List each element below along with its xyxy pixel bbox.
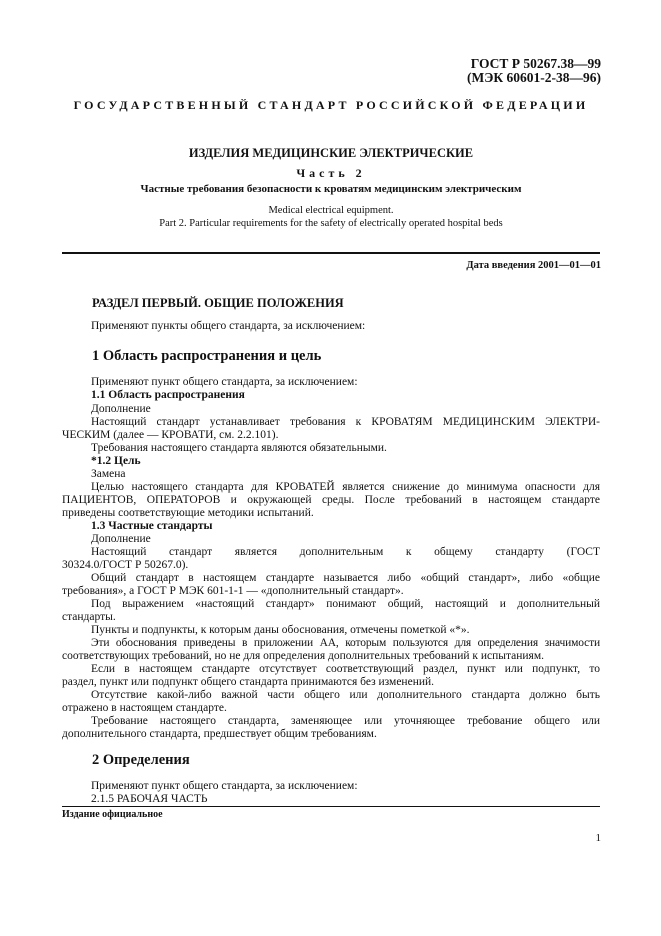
subclause-1-3-heading: 1.3 Частные стандарты <box>91 520 213 532</box>
paragraph-line: Настоящий стандарт устанавливает требования к КРОВАТЯМ МЕДИЦИНСКИМ ЭЛЕКТРИ- <box>91 416 600 428</box>
document-title: ИЗДЕЛИЯ МЕДИЦИНСКИЕ ЭЛЕКТРИЧЕСКИЕ <box>188 146 474 160</box>
subclause-1-2-kind: Замена <box>91 468 126 480</box>
part-label: Часть 2 <box>296 166 366 180</box>
header-rule <box>62 252 600 254</box>
paragraph-line: соответствующих требований, но не для определения дополнительных требований к испытаниям. <box>62 650 545 662</box>
subclause-1-2-heading: *1.2 Цель <box>91 455 141 467</box>
paragraph-line: Пункты и подпункты, к которым даны обоснования, отмечены пометкой «*». <box>91 624 470 636</box>
paragraph-line: 30324.0/ГОСТ Р 50267.0). <box>62 559 189 571</box>
paragraph-line: ПАЦИЕНТОВ, ОПЕРАТОРОВ и окружающей среды. После требований в настоящем стандарте <box>62 494 600 506</box>
clause-1-heading: 1 Область распространения и цель <box>92 348 322 364</box>
iec-number: (МЭК 60601-2-38—96) <box>466 70 601 85</box>
clause-2-item: 2.1.5 РАБОЧАЯ ЧАСТЬ <box>91 793 208 805</box>
paragraph-line: отражено в настоящем стандарте. <box>62 702 227 714</box>
page-number: 1 <box>595 832 601 844</box>
gost-number: ГОСТ Р 50267.38—99 <box>470 56 601 71</box>
paragraph-line: Отсутствие какой-либо важной части общего или дополнительного стандарта должно быть <box>91 689 600 701</box>
paragraph-line: требования», а ГОСТ Р МЭК 601-1-1 — «дополнительный стандарт». <box>62 585 404 597</box>
date-of-introduction: Дата введения 2001—01—01 <box>466 260 601 271</box>
english-title-line2: Part 2. Particular requirements for the safety of electrically operated hospital beds <box>159 218 503 229</box>
edition-label: Издание официальное <box>62 809 163 820</box>
subclause-1-3-kind: Дополнение <box>91 533 151 545</box>
paragraph-line: дополнительного стандарта, предшествует общим требованиям. <box>62 728 377 740</box>
paragraph-line: раздел, пункт или подпункт общего стандарта принимаются без изменений. <box>62 676 435 688</box>
paragraph-line: Под выражением «настоящий стандарт» понимают общий, настоящий и дополнительный <box>91 598 600 610</box>
clause-1-intro: Применяют пункт общего стандарта, за исключением: <box>91 376 358 388</box>
subclause-1-1-heading: 1.1 Область распространения <box>91 389 245 401</box>
paragraph-line: Эти обоснования приведены в приложении АА, которым пользуются для определения значимости <box>91 637 600 649</box>
paragraph-line: приведены соответствующие методики испытаний. <box>62 507 314 519</box>
subclause-1-1-kind: Дополнение <box>91 403 151 415</box>
english-title-line1: Medical electrical equipment. <box>268 205 394 216</box>
paragraph-line: стандарты. <box>62 611 116 623</box>
section-heading: РАЗДЕЛ ПЕРВЫЙ. ОБЩИЕ ПОЛОЖЕНИЯ <box>92 296 344 310</box>
clause-2-heading: 2 Определения <box>92 752 190 768</box>
paragraph-line: Требование настоящего стандарта, заменяющее или уточняющее требование общего или <box>91 715 600 727</box>
paragraph-line: Требования настоящего стандарта являются обязательными. <box>91 442 387 454</box>
paragraph-line: Если в настоящем стандарте отсутствует соответствующий раздел, пункт или подпункт, то <box>91 663 600 675</box>
footer-rule <box>62 806 600 807</box>
document-subtitle: Частные требования безопасности к кроватям медицинским электрическим <box>140 183 522 195</box>
state-standard-banner: ГОСУДАРСТВЕННЫЙ СТАНДАРТ РОССИЙСКОЙ ФЕДЕРАЦИИ <box>73 98 589 112</box>
paragraph-line: Настоящий стандарт является дополнительным к общему стандарту (ГОСТ <box>91 546 600 558</box>
clause-2-intro: Применяют пункт общего стандарта, за исключением: <box>91 780 358 792</box>
paragraph-line: Целью настоящего стандарта для КРОВАТЕЙ является снижение до минимума опасности для <box>91 481 600 493</box>
paragraph-line: Общий стандарт в настоящем стандарте называется либо «общий стандарт», либо «общие <box>91 572 600 584</box>
section-intro: Применяют пункты общего стандарта, за исключением: <box>91 320 366 332</box>
paragraph-line: ЧЕСКИМ (далее — КРОВАТИ, см. 2.2.101). <box>62 429 279 441</box>
